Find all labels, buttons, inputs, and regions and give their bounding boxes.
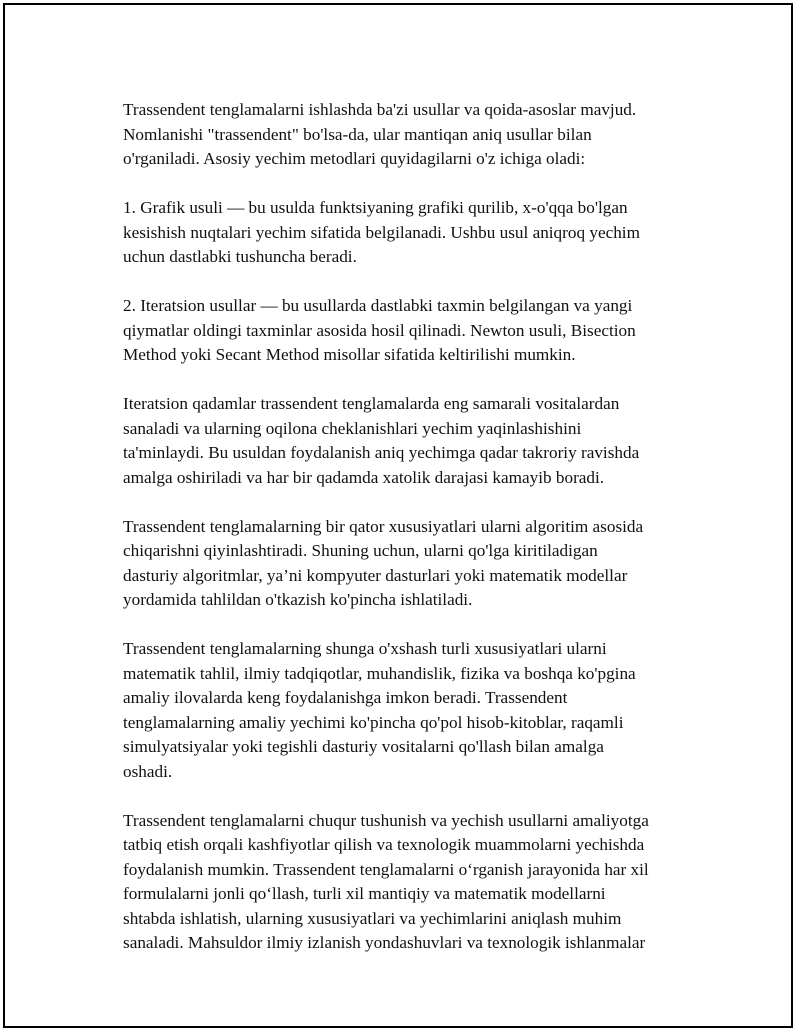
text-line: tenglamalarning amaliy yechimi ko'pincha qo'pol hisob-kitoblar, raqamli (123, 712, 624, 732)
document-page (3, 3, 793, 1028)
text-line: Nomlanishi "trassendent" bo'lsa-da, ular mantiqan aniq usullar bilan (123, 124, 592, 144)
text-line: matematik tahlil, ilmiy tadqiqotlar, muhandislik, fizika va boshqa ko'pgina (123, 663, 636, 683)
text-line: Iteratsion qadamlar trassendent tenglamalarda eng samarali vositalardan (123, 394, 620, 413)
text-line: sanaladi. Mahsuldor ilmiy izlanish yondashuvlari va texnologik ishlanmalar (123, 933, 646, 952)
text-line: amalga oshiriladi va har bir qadamda xatolik darajasi kamayib boradi. (123, 467, 605, 487)
paragraph-applications (123, 637, 703, 784)
text-line: sanaladi va ularning oqilona cheklanishlari yechim yaqinlashishini (123, 418, 582, 438)
text-line: 2. Iteratsion usullar — bu usullarda dastlabki taxmin belgilangan va yangi (123, 296, 633, 315)
text-line: tatbiq etish orqali kashfiyotlar qilish va texnologik muammolarni yechishda (123, 835, 645, 854)
paragraph-iteration-steps (123, 392, 703, 490)
text-line: Trassendent tenglamalarning bir qator xususiyatlari ularni algoritim asosida (123, 516, 644, 536)
text-line: formulalarni jonli qo‘llash, turli xil mantiqiy va matematik modellarni (123, 884, 606, 903)
text-line: yordamida tahlildan o'tkazish ko'pincha ishlatiladi. (123, 590, 473, 609)
text-line: 1. Grafik usuli — bu usulda funktsiyaning grafiki qurilib, x-o'qqa bo'lgan (123, 198, 628, 217)
text-line: qiymatlar oldingi taxminlar asosida hosil qilinadi. Newton usuli, Bisection (123, 320, 636, 340)
paragraph-conclusion (123, 809, 703, 956)
text-line: ta'minlaydi. Bu usuldan foydalanish aniq yechimga qadar takroriy ravishda (123, 443, 640, 462)
text-line: foydalanish mumkin. Trassendent tenglamalarni o‘rganish jarayonida har xil (123, 859, 649, 879)
text-line: oshadi. (123, 761, 173, 781)
text-line: shtabda ishlatish, ularning xususiyatlari va yechimlarini aniqlash muhim (123, 908, 622, 928)
paragraph-algorithms (123, 515, 703, 613)
text-line: simulyatsiyalar yoki tegishli dasturiy vositalarni qo'llash bilan amalga (123, 737, 604, 756)
text-line: amaliy ilovalarda keng foydalanishga imkon beradi. Trassendent (123, 688, 568, 707)
paragraph-iterative-methods (123, 294, 703, 368)
text-line: dasturiy algoritmlar, ya’ni kompyuter dasturlari yoki matematik modellar (123, 565, 628, 585)
text-line: Trassendent tenglamalarni chuqur tushunish va yechish usullarni amaliyotga (123, 810, 649, 830)
text-line: Trassendent tenglamalarni ishlashda ba'zi usullar va qoida-asoslar mavjud. (123, 100, 637, 119)
text-line: kesishish nuqtalari yechim sifatida belgilanadi. Ushbu usul aniqroq yechim (123, 222, 640, 242)
text-line: uchun dastlabki tushuncha beradi. (123, 247, 357, 266)
paragraph-intro (123, 98, 703, 172)
paragraph-graphical-method (123, 196, 703, 270)
text-line: Trassendent tenglamalarning shunga o'xshash turli xususiyatlari ularni (123, 639, 607, 658)
text-line: o'rganiladi. Asosiy yechim metodlari quyidagilarni o'z ichiga oladi: (123, 149, 586, 168)
text-line: chiqarishni qiyinlashtiradi. Shuning uchun, ularni qo'lga kiritiladigan (123, 541, 598, 560)
text-line: Method yoki Secant Method misollar sifatida keltirilishi mumkin. (123, 345, 576, 364)
document-body (123, 98, 703, 980)
